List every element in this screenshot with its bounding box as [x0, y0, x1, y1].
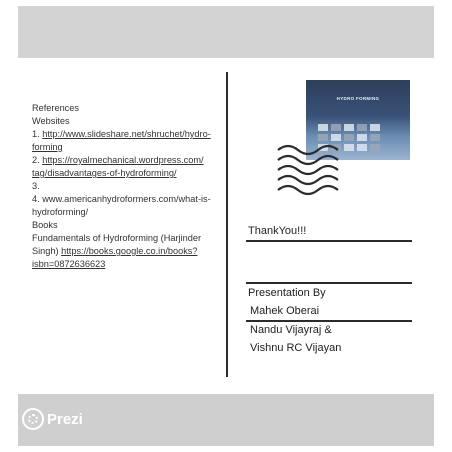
book-1: Fundamentals of Hydroforming (Harjinder [32, 233, 202, 243]
prezi-brand-text: Prezi [47, 410, 83, 428]
reference-2-link-cont[interactable]: tag/disadvantages-of-hydroforming/ [32, 168, 177, 178]
book-1-link-cont[interactable]: isbn=0872636623 [32, 259, 106, 269]
thank-you-text: ThankYou!!! [248, 225, 307, 237]
reference-2: 2. https://royalmechanical.wordpress.com/ [32, 155, 204, 165]
presentation-by-text: Presentation By [248, 287, 326, 299]
author-3: Vishnu RC Vijayan [250, 342, 342, 354]
reference-1: 1. http://www.slideshare.net/shruchet/hydro- [32, 129, 211, 139]
websites-heading: Websites [32, 116, 70, 126]
book-1-link[interactable]: https://books.google.co.in/books? [61, 246, 198, 256]
reference-3: 3. [32, 181, 40, 191]
address-line-1 [246, 240, 412, 242]
postcard-divider [226, 72, 228, 377]
reference-4-cont: hydroforming/ [32, 207, 89, 217]
address-line-3 [246, 320, 412, 322]
book-1-cont: Singh) https://books.google.co.in/books? [32, 246, 198, 256]
books-heading: Books [32, 220, 58, 230]
references-heading: References [32, 103, 79, 113]
book-1-isbn [32, 258, 207, 271]
reference-4: 4. www.americanhydroformers.com/what-is- [32, 194, 211, 204]
address-line-2 [246, 282, 412, 284]
references-column [32, 102, 211, 271]
reference-1-cont [32, 141, 207, 154]
postmark-waves-icon [276, 140, 348, 198]
prezi-logo-icon [22, 408, 44, 430]
reference-2-cont [32, 167, 207, 180]
author-2: Nandu Vijayraj & [250, 324, 332, 336]
reference-2-link[interactable]: https://royalmechanical.wordpress.com/ [42, 155, 204, 165]
reference-1-link[interactable]: http://www.slideshare.net/shruchet/hydro- [42, 129, 211, 139]
stamp-title: HYDRO FORMING [336, 96, 380, 101]
prezi-logo[interactable] [22, 408, 83, 430]
author-1: Mahek Oberai [250, 305, 320, 317]
top-band [18, 6, 434, 58]
reference-1-link-cont[interactable]: forming [32, 142, 63, 152]
